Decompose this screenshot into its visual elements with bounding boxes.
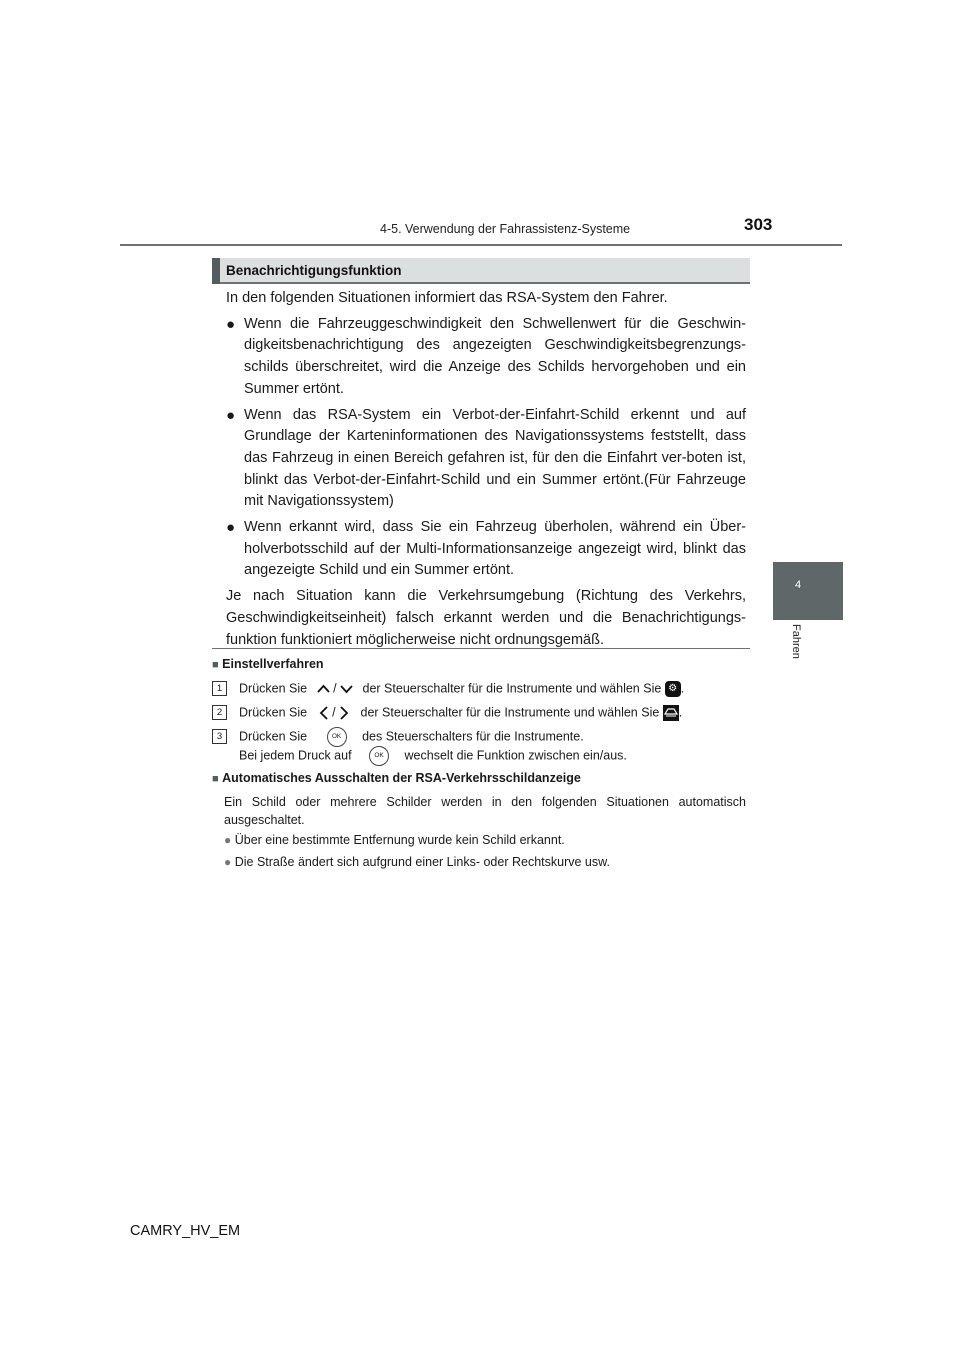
gear-icon: ⚙ <box>665 681 681 697</box>
running-header: 4-5. Verwendung der Fahrassistenz-Systeme <box>380 222 631 236</box>
chevron-down-icon <box>340 684 353 694</box>
square-bullet-icon: ■ <box>212 659 219 671</box>
step-3 <box>212 728 227 744</box>
chevron-left-icon <box>319 706 329 720</box>
bullet-item <box>226 405 746 514</box>
page-number: 303 <box>744 215 773 234</box>
step-3-line2: Bei jedem Druck auf OK wechselt die Funktion zwischen ein/aus. <box>239 746 627 766</box>
intro-paragraph: In den folgenden Situationen informiert das RSA-System den Fahrer. <box>226 290 668 306</box>
auto-off-item: ● Über eine bestimmte Entfernung wurde kein Schild erkannt. <box>224 833 565 847</box>
chapter-number: 4 <box>795 579 802 591</box>
bullet-text: Wenn erkannt wird, dass Sie ein Fahrzeug überholen, während ein Über-holverbotsschild auf der Multi-Informationsanzeige angezeigt wird, blinkt das angezeigte Schild und ein Summer ertönt. <box>244 519 746 579</box>
bullet-item <box>226 517 746 582</box>
vehicle-assist-icon <box>663 705 679 721</box>
section-title-bar <box>212 258 220 284</box>
step-number: 1 <box>212 681 227 696</box>
square-bullet-icon: ■ <box>212 773 219 785</box>
chevron-right-icon <box>339 706 349 720</box>
bullet-text: Wenn die Fahrzeuggeschwindigkeit den Schwellenwert für die Geschwin-digkeitsbenachrichtigung des angezeigten Geschwindigkeitsbegrenzungs-schilds überschreitet, wird die Anzeige des Schilds hervorgehoben und ein Summer ertönt. <box>244 315 746 397</box>
ok-button-icon: OK <box>327 727 347 747</box>
bullet-text: Wenn das RSA-System ein Verbot-der-Einfahrt-Schild erkennt und auf Grundlage der Karteninformationen des Navigationssystems feststellt, dass das Fahrzeug in einen Bereich gefahren ist, für den die Einfahrt ver-boten ist, blinkt das Verbot-der-Einfahrt-Schild und ein Summer ertönt.(Für Fahrzeuge mit Navigationssystem) <box>244 406 746 510</box>
auto-off-item: ● Die Straße ändert sich aufgrund einer Links- oder Rechtskurve usw. <box>224 855 610 869</box>
bullet-icon: ● <box>226 406 236 424</box>
bullet-icon: ● <box>224 855 232 869</box>
step-number: 2 <box>212 705 227 720</box>
header-rule <box>120 244 842 246</box>
step-2 <box>212 704 227 720</box>
step-2-text: Drücken Sie / der Steuerschalter für die Instrumente und wählen Sie . <box>239 705 683 720</box>
chapter-label: Fahren <box>790 624 802 659</box>
chapter-tab <box>773 562 843 620</box>
step-1 <box>212 680 227 696</box>
auto-off-heading: ■ Automatisches Ausschalten der RSA-Verkehrsschildanzeige <box>212 771 581 785</box>
section-end-rule <box>212 648 750 649</box>
step-1-text: Drücken Sie / der Steuerschalter für die Instrumente und wählen Sie ⚙ . <box>239 681 685 696</box>
bullet-icon: ● <box>226 519 236 537</box>
ok-button-icon: OK <box>369 746 389 766</box>
bullet-item <box>226 314 746 401</box>
bullet-icon: ● <box>226 315 236 333</box>
setup-heading: ■ Einstellverfahren <box>212 657 324 671</box>
chevron-up-icon <box>317 684 330 694</box>
bullet-icon: ● <box>224 833 232 847</box>
closing-paragraph: Je nach Situation kann die Verkehrsumgebung (Richtung des Verkehrs, Geschwindigkeitseinheit) falsch erkannt werden und die Benachrichtigungs-funktion funktioniert möglicherweise nicht ordnungsgemäß. <box>226 588 746 648</box>
document-code: CAMRY_HV_EM <box>130 1223 241 1239</box>
auto-off-text: Ein Schild oder mehrere Schilder werden in den folgenden Situationen automatisch ausgeschaltet. <box>224 795 746 827</box>
step-3-text: Drücken Sie OK des Steuerschalters für die Instrumente. <box>239 727 584 747</box>
step-number: 3 <box>212 729 227 744</box>
section-body <box>226 288 746 655</box>
section-title: Benachrichtigungsfunktion <box>226 263 402 278</box>
